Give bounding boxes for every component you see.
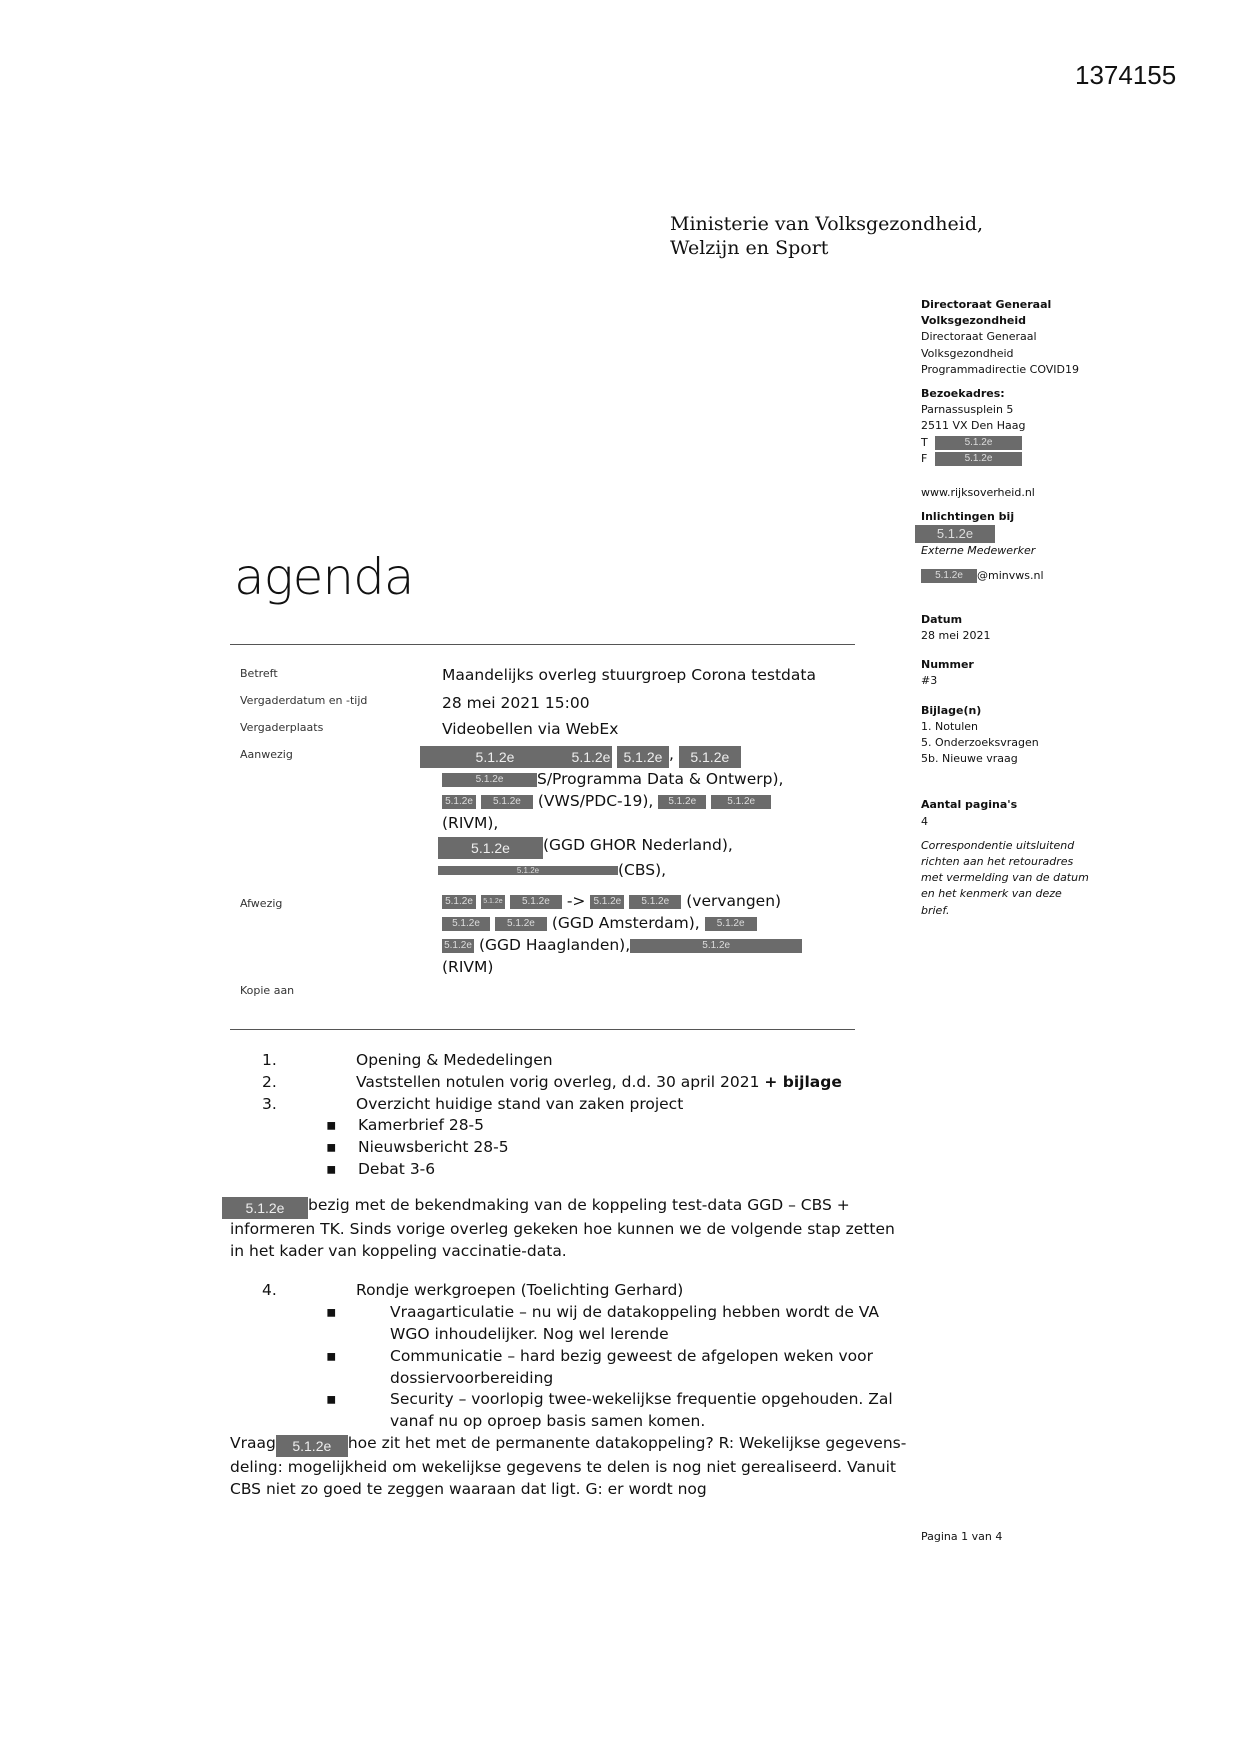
text: S/Programma Data & Ontwerp), <box>537 770 784 788</box>
divider <box>230 1029 855 1030</box>
redaction: 5.1.2e <box>935 436 1022 450</box>
absent-list <box>442 890 862 978</box>
absent-label: Afwezig <box>240 897 283 910</box>
attachment-item: 5b. Nieuwe vraag <box>921 752 1018 766</box>
date-label: Datum <box>921 612 963 626</box>
ministry-line: Welzijn en Sport <box>670 237 829 259</box>
sub-item: ▪ Security – voorlopig twee-wekelijkse frequentie opgehouden. Zal vanaf nu op oproep basis samen komen. <box>326 1389 910 1433</box>
agenda-item <box>230 1280 910 1302</box>
place-label: Vergaderplaats <box>240 721 324 734</box>
redaction: 5.1.2e <box>630 939 802 953</box>
date-value: 28 mei 2021 <box>921 629 991 643</box>
page-number: Pagina 1 van 4 <box>921 1530 1003 1543</box>
redaction: 5.1.2e <box>921 569 977 583</box>
sidebar <box>921 297 1221 919</box>
paragraph-text: hoe zit het met de permanente datakoppeling? R: Wekelijkse gegevens-deling: mogelijkheid om wekelijkse gegevens te delen is nog niet gerealiseerd. Vanuit CBS niet zo goed te zeggen waaraan dat ligt. G: er wordt nog <box>230 1433 907 1498</box>
place-value: Videobellen via WebEx <box>442 720 619 738</box>
text: (RIVM), <box>442 814 499 832</box>
item-text: Overzicht huidige stand van zaken project <box>356 1094 684 1113</box>
item-number: 2. <box>262 1072 277 1091</box>
agenda-item <box>230 1094 910 1116</box>
sub-text: Nieuwsbericht 28-5 <box>358 1138 509 1157</box>
sub-item: ▪ Debat 3-6 <box>326 1159 910 1181</box>
redaction: 5.1.2e <box>438 837 543 859</box>
redaction: 5.1.2e <box>629 895 681 909</box>
item-bold: + bijlage <box>764 1072 842 1091</box>
sub-text: Vraagarticulatie – nu wij de datakoppeling hebben wordt de VA WGO inhoudelijker. Nog wel lerende <box>390 1303 880 1343</box>
redaction: 5.1.2e <box>481 795 533 809</box>
ministry-line: Ministerie van Volksgezondheid, <box>670 213 984 235</box>
org-line: Volksgezondheid <box>921 346 1014 360</box>
paragraph <box>230 1195 910 1263</box>
paragraph <box>230 1433 910 1501</box>
agenda-item <box>230 1050 910 1072</box>
pages-value: 4 <box>921 814 928 828</box>
redaction: 5.1.2e <box>915 525 995 543</box>
divider <box>230 644 855 645</box>
sub-text: Security – voorlopig twee-wekelijkse frequentie opgehouden. Zal vanaf nu op oproep basis samen komen. <box>390 1390 893 1431</box>
attachment-item: 5. Onderzoeksvragen <box>921 736 1039 750</box>
text: (GGD Haaglanden), <box>478 936 631 954</box>
org-heading: Directoraat Generaal <box>921 298 1052 311</box>
redaction: 5.1.2e <box>570 746 612 768</box>
text: -> <box>566 892 586 910</box>
sub-text: Communicatie – hard bezig geweest de afgelopen weken voor dossiervoorbereiding <box>390 1346 873 1387</box>
redaction: 5.1.2e <box>438 866 618 875</box>
text: (RIVM) <box>442 958 494 976</box>
sub-text: Kamerbrief 28-5 <box>358 1116 485 1135</box>
redaction: 5.1.2e <box>442 939 474 953</box>
redaction: 5.1.2e <box>495 917 547 931</box>
item-number: 4. <box>262 1281 277 1300</box>
item-number: 1. <box>262 1051 277 1069</box>
fax-label: F <box>921 451 928 465</box>
datetime-value: 28 mei 2021 15:00 <box>442 694 590 712</box>
org-line: Programmadirectie COVID19 <box>921 362 1080 376</box>
pages-label: Aantal pagina's <box>921 798 1018 812</box>
number-value: #3 <box>921 674 938 688</box>
agenda-body <box>230 1050 910 1501</box>
address-label: Bezoekadres: <box>921 387 1005 401</box>
subject-label: Betreft <box>240 667 278 680</box>
redaction: 5.1.2e <box>510 895 562 909</box>
item-text: Rondje werkgroepen (Toelichting Gerhard) <box>356 1281 684 1300</box>
note-line: met vermelding van de datum <box>921 871 1089 885</box>
present-label: Aanwezig <box>240 748 293 761</box>
paragraph-text: bezig met de bekendmaking van de koppeling test-data GGD – CBS + informeren TK. Sinds vorige overleg gekeken hoe kunnen we de volgende stap zetten in het kader van koppeling vaccinatie-data. <box>230 1195 895 1260</box>
subject-value: Maandelijks overleg stuurgroep Corona testdata <box>442 666 816 684</box>
tel-label: T <box>921 435 928 449</box>
redaction: 5.1.2e <box>481 895 505 909</box>
redaction: 5.1.2e <box>442 917 490 931</box>
org-heading: Volksgezondheid <box>921 314 1027 328</box>
datetime-label: Vergaderdatum en -tijd <box>240 694 368 707</box>
contact-label: Inlichtingen bij <box>921 510 1015 524</box>
org-line: Directoraat Generaal <box>921 330 1037 344</box>
redaction: 5.1.2e <box>442 795 476 809</box>
redaction: 5.1.2e <box>658 795 706 809</box>
document-number: 1374155 <box>1075 60 1177 90</box>
redaction: 5.1.2e <box>935 452 1022 466</box>
sub-item: ▪ Nieuwsbericht 28-5 <box>326 1137 910 1159</box>
note-line: richten aan het retouradres <box>921 855 1074 869</box>
paragraph-text: Vraag <box>230 1433 276 1452</box>
attachment-item: 1. Notulen <box>921 719 979 733</box>
contact-role: Externe Medewerker <box>921 544 1036 558</box>
email-suffix: @minvws.nl <box>977 568 1044 582</box>
text: (GGD Amsterdam), <box>551 914 700 932</box>
note-line: Correspondentie uitsluitend <box>921 838 1075 852</box>
address-line: Parnassusplein 5 <box>921 403 1014 417</box>
note-line: en het kenmerk van deze <box>921 887 1062 901</box>
redaction: 5.1.2e <box>679 746 741 768</box>
redaction: 5.1.2e <box>617 746 669 768</box>
website-link[interactable]: www.rijksoverheid.nl <box>921 486 1035 500</box>
number-label: Nummer <box>921 658 974 672</box>
text: , <box>668 745 674 763</box>
sub-item: ▪ Vraagarticulatie – nu wij de datakoppeling hebben wordt de VA WGO inhoudelijker. Nog wel lerende <box>326 1302 910 1346</box>
item-text: Opening & Mededelingen <box>356 1051 553 1069</box>
text: (VWS/PDC-19), <box>537 792 654 810</box>
redaction: 5.1.2e <box>222 1197 308 1219</box>
sub-text: Debat 3-6 <box>358 1159 436 1178</box>
item-text: Vaststellen notulen vorig overleg, d.d. 30 april 2021 <box>356 1072 765 1091</box>
sub-item: ▪ Kamerbrief 28-5 <box>326 1115 910 1137</box>
text: (vervangen) <box>686 892 782 910</box>
item-number: 3. <box>262 1094 277 1113</box>
text: (CBS), <box>618 861 667 879</box>
note-line: brief. <box>921 903 950 917</box>
address-line: 2511 VX Den Haag <box>921 419 1026 433</box>
redaction: 5.1.2e <box>590 895 624 909</box>
copy-label: Kopie aan <box>240 984 295 997</box>
attachments-label: Bijlage(n) <box>921 703 982 717</box>
present-list <box>420 743 860 881</box>
redaction: 5.1.2e <box>276 1435 348 1457</box>
redaction: 5.1.2e <box>442 773 537 787</box>
redaction: 5.1.2e <box>420 746 570 768</box>
sub-item: ▪ Communicatie – hard bezig geweest de afgelopen weken voor dossiervoorbereiding <box>326 1346 910 1390</box>
redaction: 5.1.2e <box>705 917 757 931</box>
ministry-logo-text <box>670 212 983 260</box>
redaction: 5.1.2e <box>711 795 771 809</box>
agenda-item <box>230 1072 910 1094</box>
page-title: agenda <box>234 548 414 606</box>
redaction: 5.1.2e <box>442 895 476 909</box>
text: (GGD GHOR Nederland), <box>543 836 733 854</box>
